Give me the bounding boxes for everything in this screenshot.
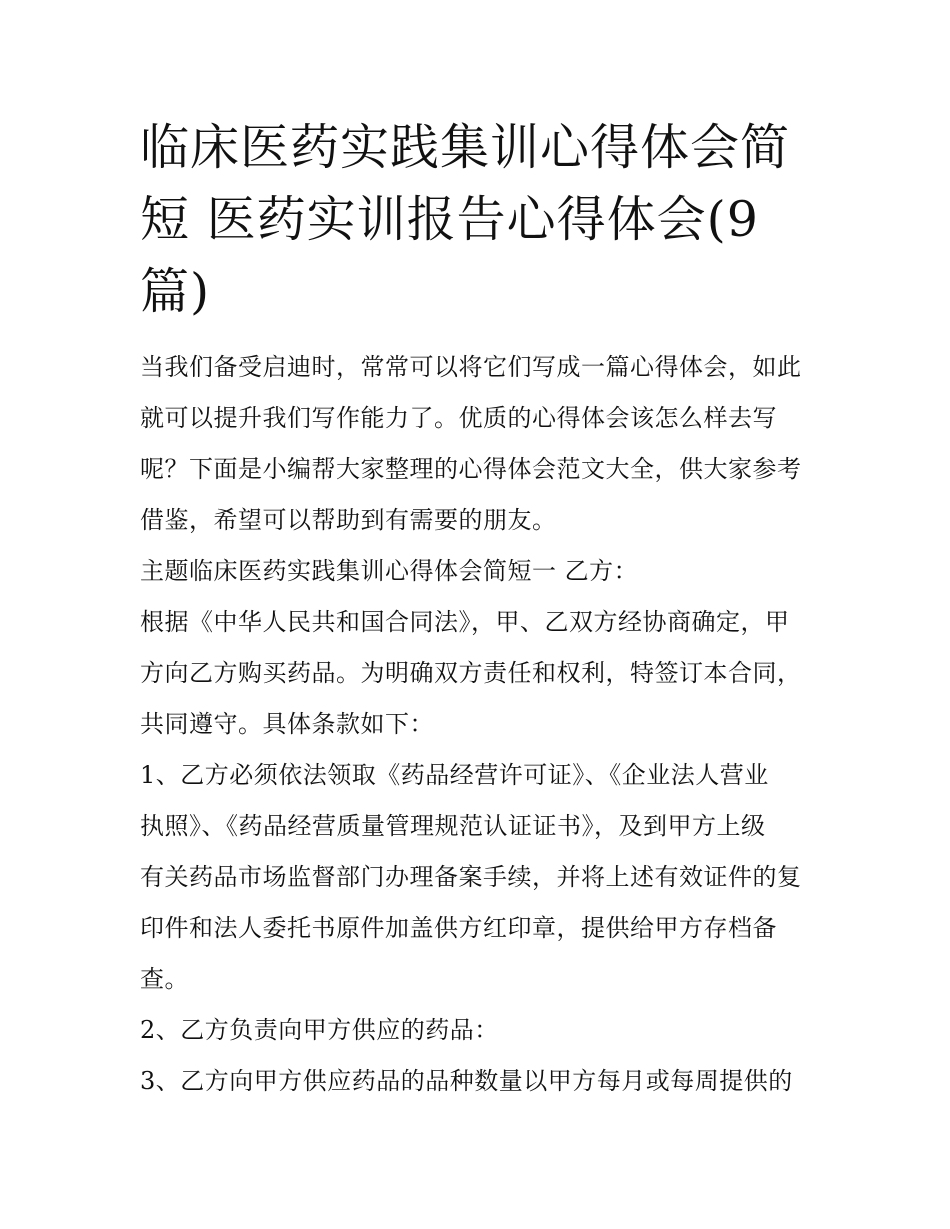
title-line: 短 医药实训报告心得体会(9 bbox=[140, 191, 759, 248]
list-item: 2、乙方负责向甲方供应的药品： bbox=[140, 1016, 499, 1044]
list-item: 1、乙方必须依法领取《药品经营许可证》、《企业法人营业 bbox=[140, 761, 769, 789]
text-line: 根据《中华人民共和国合同法》，甲、乙双方经协商确定，甲 bbox=[140, 608, 790, 636]
document-title bbox=[140, 112, 812, 328]
text-line: 当我们备受启迪时，常常可以将它们写成一篇心得体会，如此 bbox=[140, 353, 802, 381]
document-body bbox=[140, 112, 812, 1107]
text-line: 查。 bbox=[140, 965, 189, 993]
title-line: 篇) bbox=[140, 263, 211, 320]
text-line: 借鉴，希望可以帮助到有需要的朋友。 bbox=[140, 506, 557, 534]
text-line: 方向乙方购买药品。为明确双方责任和权利，特签订本合同， bbox=[140, 659, 802, 687]
text-line: 印件和法人委托书原件加盖供方红印章，提供给甲方存档备 bbox=[140, 914, 777, 942]
text-line: 呢？下面是小编帮大家整理的心得体会范文大全，供大家参考 bbox=[140, 455, 802, 483]
list-item: 3、乙方向甲方供应药品的品种数量以甲方每月或每周提供的 bbox=[140, 1067, 793, 1095]
body-text bbox=[140, 342, 812, 1107]
title-line: 临床医药实践集训心得体会简 bbox=[140, 119, 791, 176]
text-line: 执照》、《药品经营质量管理规范认证证书》，及到甲方上级 bbox=[140, 812, 766, 840]
text-line: 共同遵守。具体条款如下： bbox=[140, 710, 434, 738]
text-line: 有关药品市场监督部门办理备案手续，并将上述有效证件的复 bbox=[140, 863, 802, 891]
text-line: 就可以提升我们写作能力了。优质的心得体会该怎么样去写 bbox=[140, 404, 777, 432]
section-heading: 主题临床医药实践集训心得体会简短一 乙方： bbox=[140, 557, 639, 585]
